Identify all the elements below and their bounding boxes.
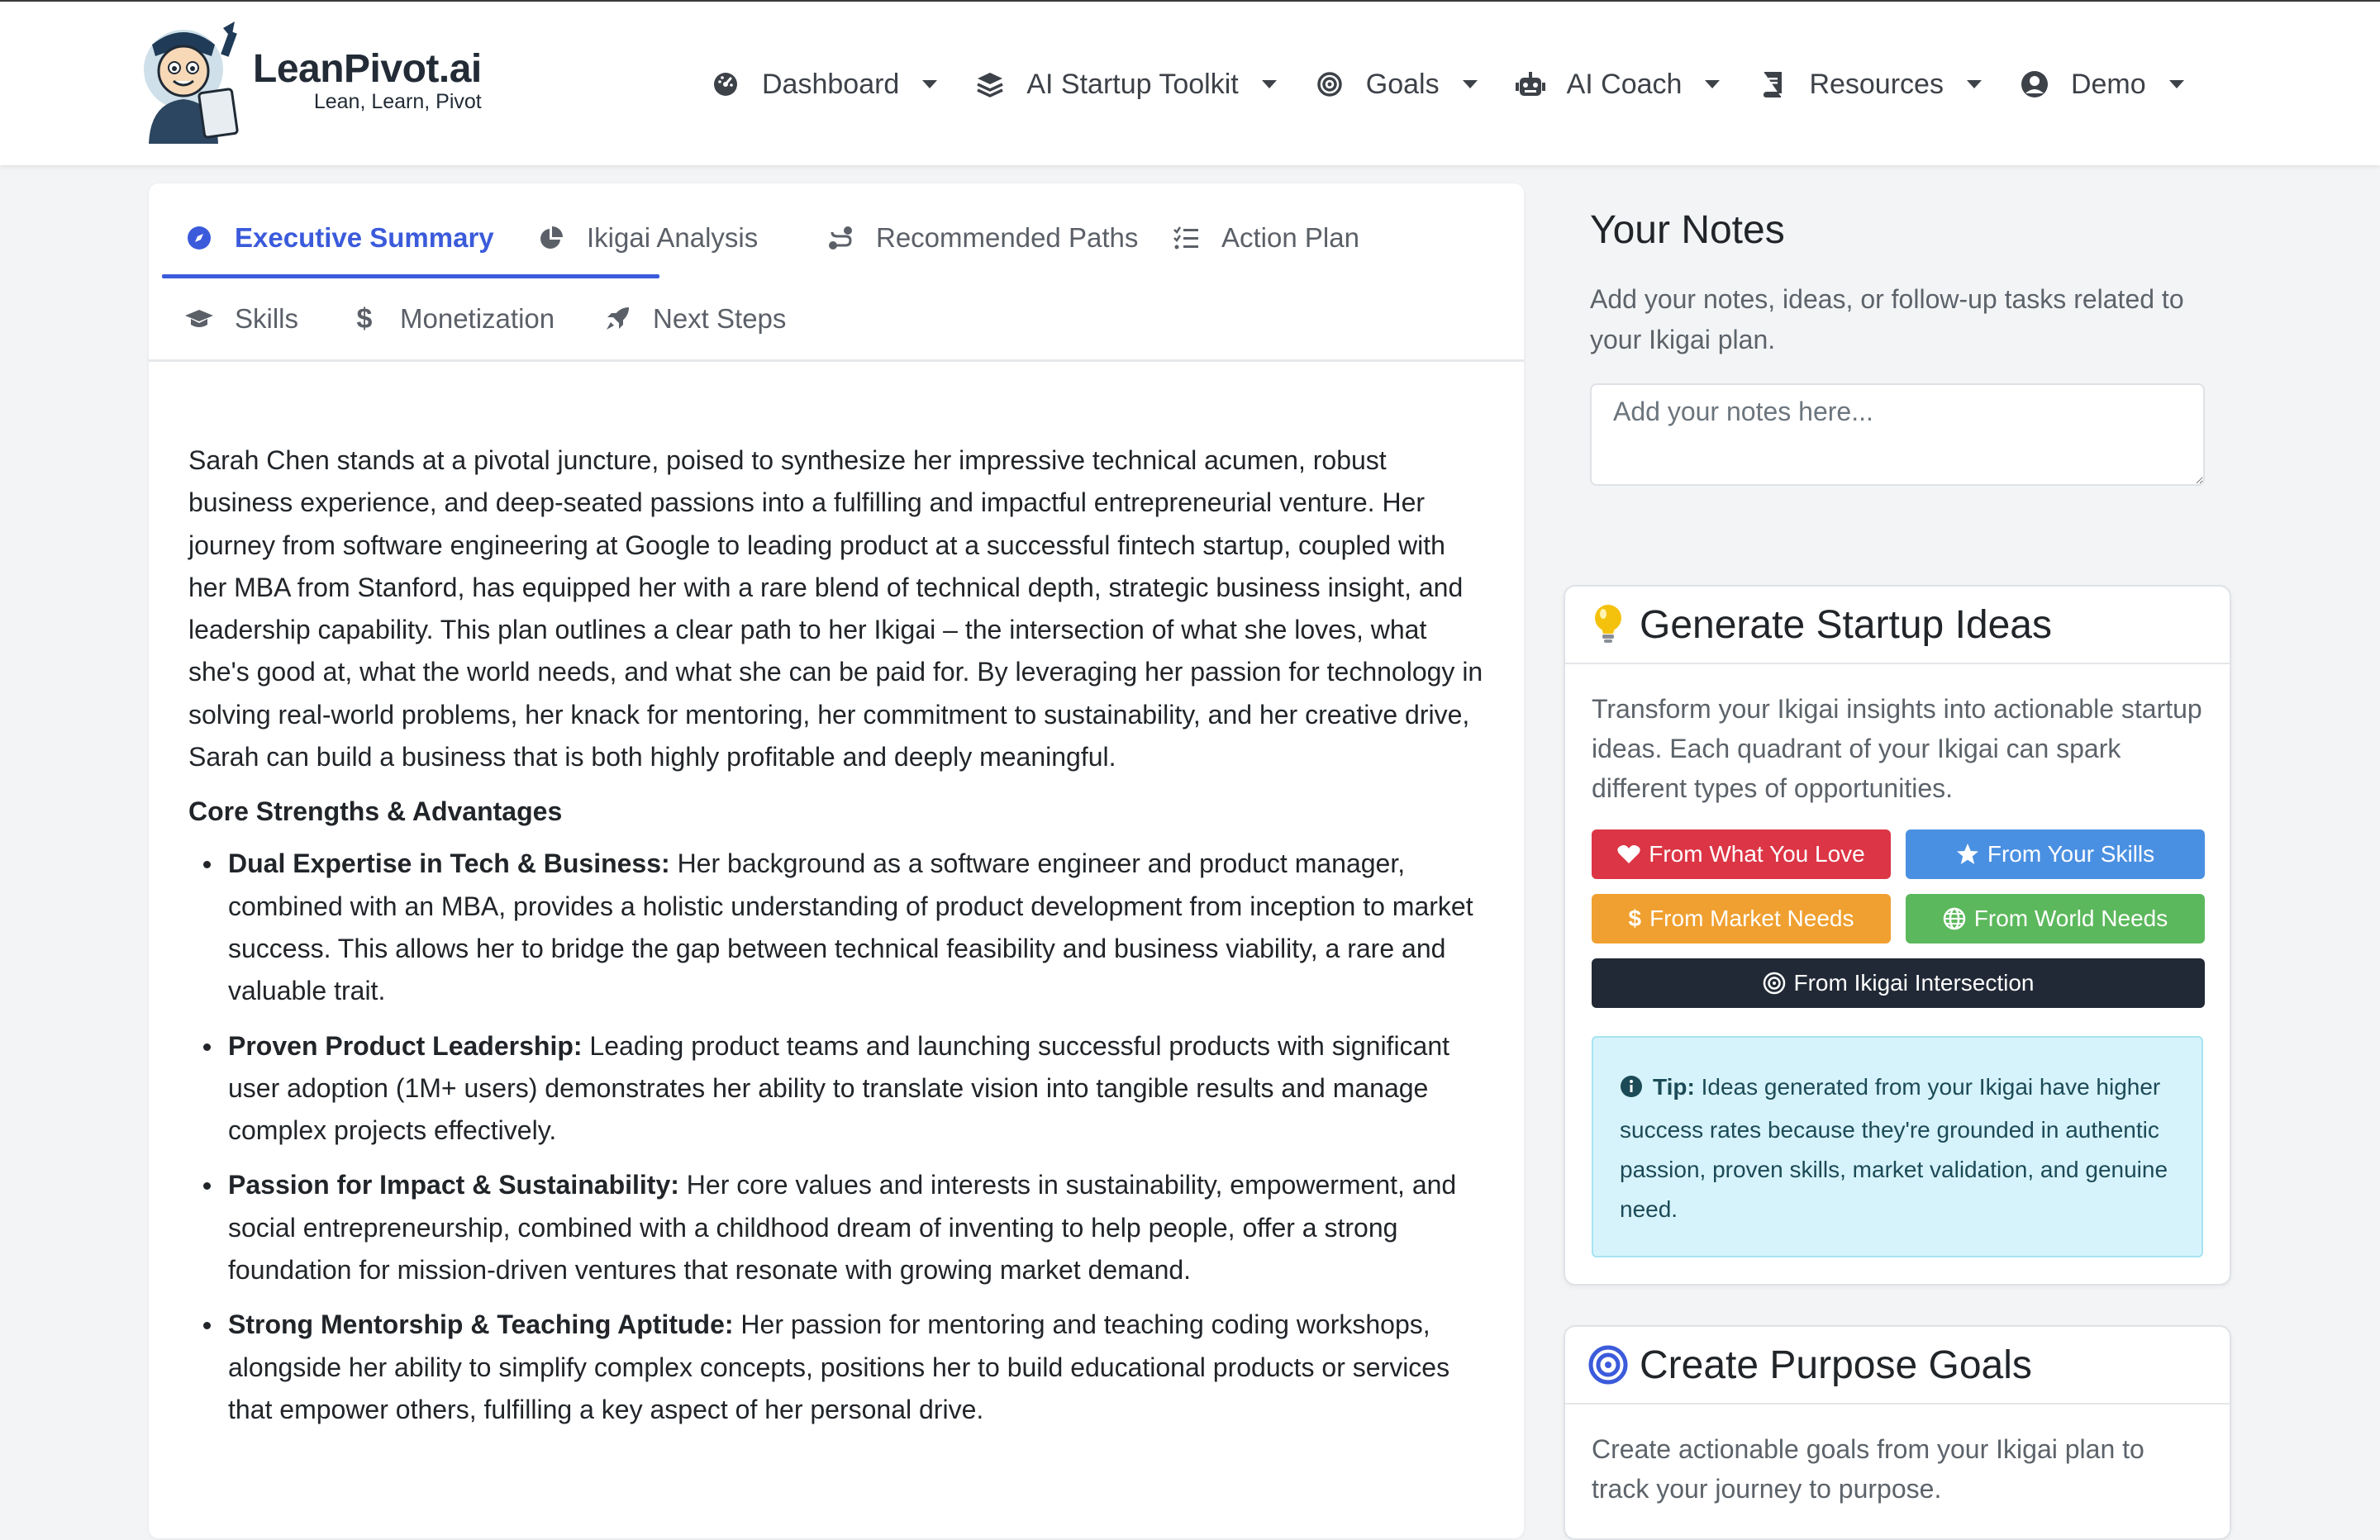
tab-monetization-label: Monetization	[400, 303, 555, 334]
tab-action-plan[interactable]	[1172, 213, 1359, 263]
from-market-needs-label: From Market Needs	[1649, 905, 1854, 931]
tab-next-steps[interactable]	[603, 294, 786, 344]
nav-ai-coach-label: AI Coach	[1566, 68, 1683, 100]
mascot-logo-icon	[132, 20, 248, 144]
ideas-card-header	[1565, 587, 2230, 664]
tab-skills-label: Skills	[235, 303, 299, 334]
brand-tagline: Lean, Learn, Pivot	[313, 90, 482, 114]
strength-text: Her background as a software engineer and product manager, combined with an MBA, provides a holistic understanding of product development from inception to market success. This allows her to bridge the gap between technical feasibility and business viability, a rare and valuable trait.	[228, 848, 1473, 1006]
nav-dashboard[interactable]	[711, 51, 937, 117]
strength-title: Passion for Impact & Sustainability:	[228, 1170, 679, 1200]
brand-name: LeanPivot.ai	[253, 47, 482, 92]
list-item	[188, 1025, 1486, 1153]
strengths-list	[188, 843, 1486, 1431]
chevron-down-icon	[1463, 80, 1478, 88]
generate-ideas-card	[1564, 585, 2231, 1286]
book-icon	[1758, 69, 1787, 99]
nav-dashboard-label: Dashboard	[762, 68, 900, 100]
list-item	[188, 1304, 1486, 1431]
tab-executive-summary-label: Executive Summary	[235, 222, 494, 253]
nav-goals[interactable]	[1315, 51, 1478, 117]
target-icon	[1590, 1343, 1626, 1386]
from-ikigai-intersection-button[interactable]	[1592, 958, 2205, 1008]
strength-text: Her passion for mentoring and teaching coding workshops, alongside her ability to simplify complex concepts, positions her to build educational products or services that empower others, fulfilling a key aspect of her personal drive.	[228, 1309, 1450, 1424]
summary-intro: Sarah Chen stands at a pivotal juncture, poised to synthesize her impressive technical acumen, robust business experience, and deep-seated passions into a fulfilling and impactful entrepreneurial venture. Her journey from software engineering at Google to leading product at a successful fintech startup, coupled with her MBA from Stanford, has equipped her with a rare blend of technical depth, strategic business insight, and leadership capability. This plan outlines a clear path to her Ikigai – the intersection of what she loves, what she's good at, what the world needs, and what she can be paid for. By leveraging her passion for technology in solving real-world problems, her knack for mentoring, her commitment to sustainability, and her creative drive, Sarah can build a business that is both highly profitable and deeply meaningful.	[188, 445, 1483, 772]
from-world-needs-button[interactable]	[1906, 894, 2205, 943]
robot-icon	[1516, 69, 1545, 99]
notes-panel	[1590, 207, 2205, 490]
lightbulb-icon	[1590, 603, 1626, 646]
tab-ikigai-analysis[interactable]	[537, 213, 758, 263]
tab-next-steps-label: Next Steps	[653, 303, 787, 334]
tab-recommended-paths[interactable]	[826, 213, 1138, 263]
user-circle-icon	[2020, 69, 2049, 99]
dollar-icon: $	[1628, 905, 1642, 931]
plan-tabs	[149, 183, 1524, 362]
strength-text: Her core values and interests in sustainability, empowerment, and social entrepreneurship, combined with a childhood dream of inventing to help people, offer a strong foundation for mission-driven ventures that resonate with growing market demand.	[228, 1170, 1457, 1286]
tip-label: Tip:	[1653, 1074, 1695, 1100]
ideas-card-title: Generate Startup Ideas	[1640, 602, 2052, 647]
list-item	[188, 843, 1486, 1012]
tab-action-plan-label: Action Plan	[1221, 222, 1359, 253]
chevron-down-icon	[922, 80, 937, 88]
nav-resources-label: Resources	[1809, 68, 1944, 100]
nav-ai-startup-toolkit[interactable]	[975, 51, 1276, 117]
active-tab-indicator	[162, 274, 659, 278]
chevron-down-icon	[1262, 80, 1277, 88]
heart-icon	[1617, 844, 1640, 864]
top-navbar	[0, 0, 2380, 165]
dollar-icon: $	[356, 302, 373, 335]
tab-executive-summary[interactable]	[185, 213, 494, 263]
list-check-icon	[1172, 224, 1200, 252]
strength-title: Proven Product Leadership:	[228, 1030, 583, 1061]
from-ikigai-intersection-label: From Ikigai Intersection	[1793, 970, 2035, 996]
list-item	[188, 1164, 1486, 1291]
tab-ikigai-analysis-label: Ikigai Analysis	[587, 222, 759, 253]
rocket-icon	[603, 305, 631, 333]
pie-chart-icon	[537, 224, 565, 252]
graduation-cap-icon	[185, 305, 213, 333]
chevron-down-icon	[2169, 80, 2184, 88]
compass-icon	[185, 224, 213, 252]
layers-icon	[975, 69, 1005, 99]
strength-title: Dual Expertise in Tech & Business:	[228, 848, 670, 879]
goals-card-header	[1565, 1327, 2230, 1405]
ideas-description: Transform your Ikigai insights into actionable startup ideas. Each quadrant of your Ikigai can spark different types of opportunities.	[1592, 694, 2202, 803]
nav-user-menu[interactable]	[2020, 51, 2184, 117]
notes-title: Your Notes	[1590, 208, 1785, 252]
star-icon	[1956, 843, 1979, 866]
from-market-needs-button[interactable]	[1592, 894, 1891, 943]
goals-card-title: Create Purpose Goals	[1640, 1343, 2032, 1387]
from-your-skills-button[interactable]	[1906, 829, 2205, 879]
gauge-icon	[711, 69, 740, 99]
purpose-goals-card	[1564, 1325, 2231, 1540]
nav-user-label: Demo	[2070, 68, 2146, 100]
goals-description: Create actionable goals from your Ikigai plan to track your journey to purpose.	[1592, 1434, 2144, 1504]
info-icon	[1620, 1071, 1643, 1110]
route-icon	[826, 224, 854, 252]
strength-text: Leading product teams and launching successful products with significant user adoption (1M+ users) demonstrates her ability to translate vision into tangible results and manage complex projects effectively.	[228, 1030, 1450, 1146]
target-icon	[1763, 972, 1786, 995]
from-what-you-love-button[interactable]	[1592, 829, 1891, 879]
notes-textarea[interactable]	[1590, 383, 2205, 486]
notes-description: Add your notes, ideas, or follow-up tasks related to your Ikigai plan.	[1590, 283, 2184, 354]
strengths-heading: Core Strengths & Advantages	[188, 796, 563, 827]
from-world-needs-label: From World Needs	[1973, 905, 2168, 931]
nav-ai-startup-toolkit-label: AI Startup Toolkit	[1026, 68, 1239, 100]
strength-title: Strong Mentorship & Teaching Aptitude:	[228, 1309, 734, 1340]
main-nav	[711, 51, 2184, 117]
tip-alert	[1592, 1036, 2203, 1257]
tab-monetization[interactable]	[350, 294, 555, 344]
executive-summary-content	[188, 440, 1486, 1443]
nav-goals-label: Goals	[1365, 68, 1440, 100]
tip-text: Ideas generated from your Ikigai have higher success rates because they're grounded in authentic passion, proven skills, market validation, and genuine need.	[1620, 1074, 2168, 1222]
globe-icon	[1943, 907, 1966, 930]
target-icon	[1315, 69, 1345, 99]
nav-ai-coach[interactable]	[1516, 51, 1721, 117]
tab-skills[interactable]	[185, 294, 298, 344]
nav-resources[interactable]	[1758, 51, 1982, 117]
brand[interactable]	[132, 20, 482, 144]
chevron-down-icon	[1705, 80, 1720, 88]
tab-recommended-paths-label: Recommended Paths	[876, 222, 1139, 253]
chevron-down-icon	[1967, 80, 1982, 88]
ikigai-plan-card	[149, 183, 1524, 1538]
from-your-skills-label: From Your Skills	[1987, 841, 2155, 867]
idea-buttons	[1592, 829, 2203, 1008]
from-what-you-love-label: From What You Love	[1649, 841, 1865, 867]
